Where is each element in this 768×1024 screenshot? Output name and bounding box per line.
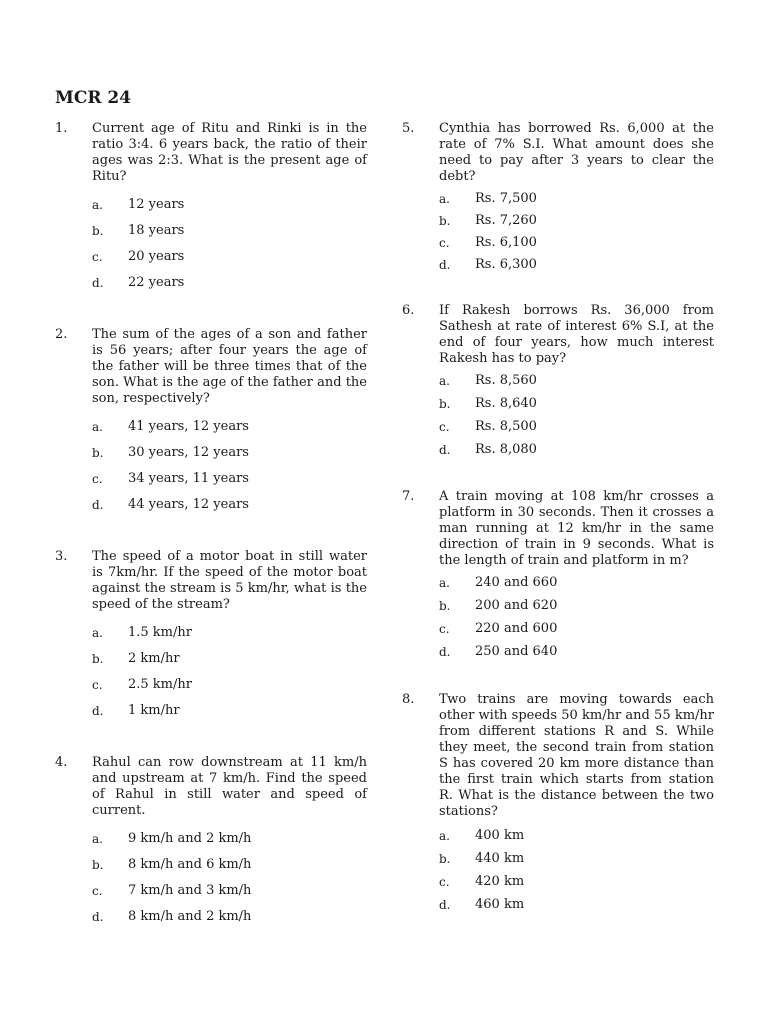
option-text: 12 years (128, 197, 185, 212)
option-text: Rs. 7,260 (475, 213, 537, 228)
answer-option (439, 828, 714, 844)
option-text: Rs. 8,640 (475, 396, 537, 411)
question-text: The speed of a motor boat in still water is 7km/hr. If the speed of the motor boat against the stream is 5 km/hr, what is the speed of the stream? (92, 549, 367, 612)
option-text: Rs. 8,500 (475, 419, 537, 434)
option-letter: d. (92, 910, 104, 924)
option-letter: d. (439, 258, 451, 272)
question-number: 7. (402, 489, 415, 504)
answer-option (92, 275, 367, 291)
answer-option (92, 909, 367, 925)
option-letter: d. (92, 276, 104, 290)
answer-option (92, 831, 367, 847)
question-number: 8. (402, 692, 415, 707)
question-5 (402, 121, 714, 273)
option-text: 2 km/hr (128, 651, 180, 666)
question-1 (55, 121, 367, 291)
option-text: 460 km (475, 897, 525, 912)
option-text: 8 km/h and 6 km/h (128, 857, 252, 872)
answer-option (439, 191, 714, 207)
answer-option (92, 223, 367, 239)
option-text: 8 km/h and 2 km/h (128, 909, 252, 924)
answer-option (439, 575, 714, 591)
option-letter: a. (439, 576, 450, 590)
question-text: Two trains are moving towards each other with speeds 50 km/hr and 55 km/hr from different stations R and S. While they meet, the second train from station S has covered 20 km more distance than the first train which starts from station R. What is the distance between the two stations? (439, 692, 714, 819)
option-text: 440 km (475, 851, 525, 866)
option-letter: b. (92, 652, 104, 666)
answer-option (439, 235, 714, 251)
option-letter: b. (439, 599, 451, 613)
answer-option (92, 677, 367, 693)
question-text: Rahul can row downstream at 11 km/h and upstream at 7 km/h. Find the speed of Rahul in still water and speed of current. (92, 755, 367, 818)
question-text: Current age of Ritu and Rinki is in the ratio 3:4. 6 years back, the ratio of their ages was 2:3. What is the present age of Ritu? (92, 121, 367, 184)
answer-option (439, 213, 714, 229)
option-letter: c. (439, 236, 450, 250)
answer-option (92, 625, 367, 641)
answer-option (439, 851, 714, 867)
option-text: 2.5 km/hr (128, 677, 192, 692)
option-letter: d. (92, 498, 104, 512)
answer-option (439, 897, 714, 913)
option-text: 400 km (475, 828, 525, 843)
option-text: 30 years, 12 years (128, 445, 249, 460)
option-letter: a. (92, 198, 103, 212)
option-letter: c. (439, 622, 450, 636)
option-text: Rs. 8,080 (475, 442, 537, 457)
option-letter: b. (439, 852, 451, 866)
question-8 (402, 692, 714, 913)
option-text: 44 years, 12 years (128, 497, 249, 512)
option-letter: c. (92, 678, 103, 692)
option-text: 18 years (128, 223, 185, 238)
option-letter: d. (439, 645, 451, 659)
option-letter: b. (439, 214, 451, 228)
question-text: The sum of the ages of a son and father is 56 years; after four years the age of the father will be three times that of the son. What is the age of the father and the son, respectively? (92, 327, 367, 406)
option-letter: b. (92, 446, 104, 460)
answer-option (92, 857, 367, 873)
left-column (55, 121, 367, 925)
question-number: 2. (55, 327, 68, 342)
question-number: 4. (55, 755, 68, 770)
answer-option (439, 257, 714, 273)
answer-option (439, 644, 714, 660)
answer-option (92, 497, 367, 513)
option-text: 34 years, 11 years (128, 471, 249, 486)
question-2 (55, 327, 367, 513)
answer-option (439, 373, 714, 389)
option-text: 7 km/h and 3 km/h (128, 883, 252, 898)
option-text: 9 km/h and 2 km/h (128, 831, 252, 846)
option-letter: a. (92, 626, 103, 640)
option-text: 22 years (128, 275, 185, 290)
right-column (402, 121, 714, 913)
question-number: 5. (402, 121, 415, 136)
option-text: 1 km/hr (128, 703, 180, 718)
answer-option (92, 419, 367, 435)
option-letter: a. (439, 374, 450, 388)
question-text: Cynthia has borrowed Rs. 6,000 at the rate of 7% S.I. What amount does she need to pay after 3 years to clear the debt? (439, 121, 714, 184)
option-letter: b. (439, 397, 451, 411)
question-number: 6. (402, 303, 415, 318)
option-letter: c. (92, 884, 103, 898)
question-text: If Rakesh borrows Rs. 36,000 from Sathesh at rate of interest 6% S.I, at the end of four years, how much interest Rakesh has to pay? (439, 303, 714, 366)
option-text: Rs. 6,100 (475, 235, 537, 250)
answer-option (439, 874, 714, 890)
answer-option (92, 249, 367, 265)
option-text: 420 km (475, 874, 525, 889)
answer-option (92, 471, 367, 487)
option-letter: c. (439, 875, 450, 889)
option-text: 240 and 660 (475, 575, 558, 590)
answer-option (92, 197, 367, 213)
option-letter: d. (439, 898, 451, 912)
question-6 (402, 303, 714, 458)
answer-option (439, 442, 714, 458)
answer-option (439, 419, 714, 435)
option-text: Rs. 7,500 (475, 191, 537, 206)
option-letter: d. (439, 443, 451, 457)
option-text: Rs. 8,560 (475, 373, 537, 388)
option-letter: a. (92, 420, 103, 434)
question-number: 3. (55, 549, 68, 564)
answer-option (439, 621, 714, 637)
option-text: 220 and 600 (475, 621, 558, 636)
option-text: 250 and 640 (475, 644, 558, 659)
option-letter: c. (92, 250, 103, 264)
answer-option (92, 703, 367, 719)
question-4 (55, 755, 367, 925)
option-letter: a. (439, 192, 450, 206)
option-text: 1.5 km/hr (128, 625, 192, 640)
option-letter: b. (92, 858, 104, 872)
page-title: MCR 24 (55, 88, 132, 108)
option-text: 20 years (128, 249, 185, 264)
option-letter: a. (439, 829, 450, 843)
question-7 (402, 489, 714, 660)
answer-option (439, 396, 714, 412)
option-letter: c. (439, 420, 450, 434)
option-text: Rs. 6,300 (475, 257, 537, 272)
option-letter: a. (92, 832, 103, 846)
question-number: 1. (55, 121, 68, 136)
option-text: 41 years, 12 years (128, 419, 249, 434)
answer-option (439, 598, 714, 614)
option-letter: c. (92, 472, 103, 486)
question-3 (55, 549, 367, 719)
answer-option (92, 651, 367, 667)
option-letter: d. (92, 704, 104, 718)
option-text: 200 and 620 (475, 598, 558, 613)
question-text: A train moving at 108 km/hr crosses a platform in 30 seconds. Then it crosses a man running at 12 km/hr in the same direction of train in 9 seconds. What is the length of train and platform in m? (439, 489, 714, 568)
answer-option (92, 883, 367, 899)
option-letter: b. (92, 224, 104, 238)
answer-option (92, 445, 367, 461)
